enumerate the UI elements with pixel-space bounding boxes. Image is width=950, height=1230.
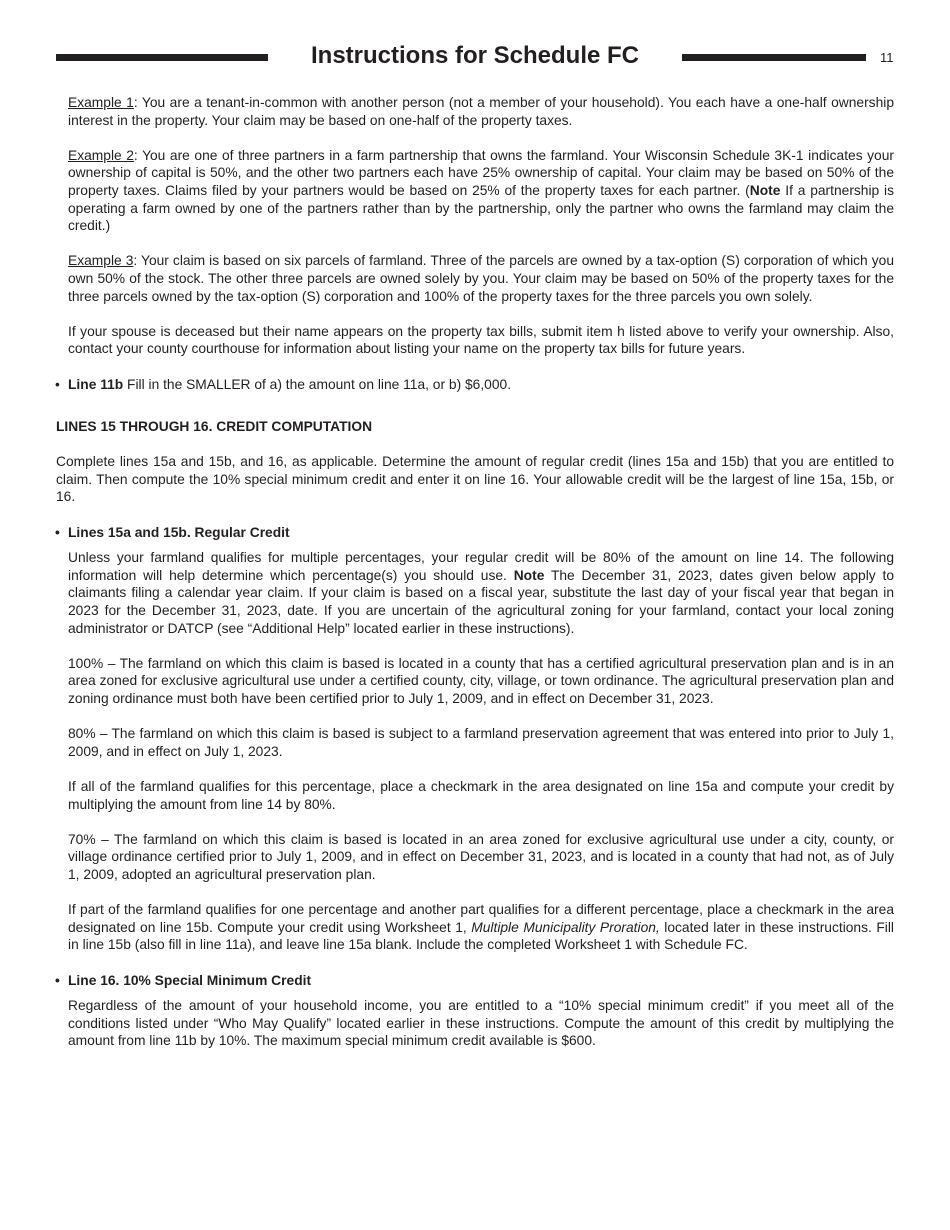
part-farmland-text-a: If part of the farmland qualifies for one percentage and another part qualifies for a different percentage, place a checkmark in the area designated on line 15b. Compute your credit using Worksheet 1,: [68, 902, 894, 935]
example-1-text: : You are a tenant-in-common with another person (not a member of your household). You each have a one-half ownership interest in the property. Your claim may be based on one-half of the property taxes.: [68, 95, 894, 128]
all-farmland-paragraph: If all of the farmland qualifies for this percentage, place a checkmark in the area designated on line 15a and compute your credit by multiplying the amount from line 14 by 80%.: [68, 778, 894, 812]
example-1-label: Example 1: [68, 95, 134, 110]
percent-70-paragraph: 70% – The farmland on which this claim is based is located in an area zoned for exclusive agricultural use under a city, county, or village ordinance certified prior to July 1, 2009, and in effect on December 31, 2023, and is located in a county that had not, as of July 1, 2009, adopted an agricultural preservation plan.: [68, 831, 894, 882]
line-11b-item: [56, 376, 894, 394]
header-rule-right: [682, 54, 866, 61]
example-1-paragraph: [68, 94, 894, 129]
worksheet-title: Multiple Municipality Proration,: [471, 919, 660, 935]
page-title: Instructions for Schedule FC: [310, 42, 640, 69]
line-16-paragraph: Regardless of the amount of your household income, you are entitled to a “10% special minimum credit” if you meet all of the conditions listed under “Who May Qualify” located earlier in these instructions. Compute the amount of this credit by multiplying the amount from line 11b by 10%. The maximum special minimum credit available is $600.: [68, 998, 894, 1049]
page-number: 11: [880, 50, 894, 65]
percent-80-paragraph: 80% – The farmland on which this claim is based is subject to a farmland preservation agreement that was entered into prior to July 1, 2009, and in effect on July 1, 2023.: [68, 726, 894, 759]
bullet-icon: •: [55, 524, 60, 540]
percent-100-paragraph: 100% – The farmland on which this claim is based is located in a county that has a certified agricultural preservation plan and is in an area zoned for exclusive agricultural use under a certified county, city, village, or town ordinance. The agricultural preservation plan and zoning ordinance must both have been certified prior to July 1, 2009, and in effect on December 31, 2023.: [68, 655, 894, 706]
document-body: [56, 94, 894, 1050]
regular-credit-heading: [56, 524, 894, 542]
line-11b-text: Fill in the SMALLER of a) the amount on line 11a, or b) $6,000.: [123, 376, 512, 392]
section-intro: Complete lines 15a and 15b, and 16, as applicable. Determine the amount of regular credit (lines 15a and 15b) that you are entitled to claim. Then compute the 10% special minimum credit and enter it on line 16. Your allowable credit will be the largest of line 15a, 15b, or 16.: [56, 454, 894, 505]
part-farmland-text-b: located later in these instructions. Fill in line 15b (also fill in line 11a), and leave line 15a blank. Include the completed Worksheet 1 with Schedule FC.: [68, 919, 894, 953]
line-16-heading: [56, 972, 894, 990]
example-3-label: Example 3: [68, 253, 134, 269]
regular-credit-intro: [68, 549, 894, 637]
spouse-paragraph: If your spouse is deceased but their name appears on the property tax bills, submit item h listed above to verify your ownership. Also, contact your county courthouse for information about listing your name on the property tax bills for future years.: [68, 323, 894, 357]
regular-credit-intro-a: Unless your farmland qualifies for multiple percentages, your regular credit will be 80% of the amount on line 14. The following information will help determine which percentage(s) you should use.: [68, 550, 894, 583]
example-3-paragraph: [68, 252, 894, 305]
example-2-note-label: Note: [749, 182, 781, 198]
page-header: [56, 38, 894, 78]
example-3-text: : Your claim is based on six parcels of farmland. Three of the parcels are owned by a tax-option (S) corporation of which you own 50% of the stock. The other three parcels are owned solely by you. Your claim may be based on 50% of the property taxes for the three parcels owned by the tax-option (S) corporation and 100% of the property taxes for the three parcels you own solely.: [68, 253, 894, 304]
regular-credit-intro-b: The December 31, 2023, dates given below apply to claimants filing a calendar year claim. If your claim is based on a fiscal year, substitute the last day of your fiscal year that began in 2023 for the December 31, 2023, date. If you are uncertain of the agricultural zoning for your farmland, contact your local zoning administrator or DATCP (see “Additional Help” located earlier in these instructions).: [68, 567, 894, 636]
part-farmland-paragraph: [68, 901, 894, 954]
line-11b-label: Line 11b: [68, 376, 124, 392]
regular-credit-heading-text: Lines 15a and 15b. Regular Credit: [68, 524, 290, 540]
example-2-label: Example 2: [68, 147, 134, 163]
bullet-icon: •: [55, 376, 60, 392]
example-2-paragraph: [68, 147, 894, 235]
regular-credit-note-label: Note: [513, 567, 545, 583]
bullet-icon: •: [55, 972, 60, 988]
section-heading: LINES 15 THROUGH 16. CREDIT COMPUTATION: [56, 419, 373, 435]
line-16-heading-text: Line 16. 10% Special Minimum Credit: [68, 972, 312, 988]
example-2-note-text: If a partnership is operating a farm owned by one of the partners rather than by the partnership, only the partner who owns the farmland may claim the credit.): [68, 182, 894, 234]
header-rule-left: [56, 54, 268, 61]
example-2-text: : You are one of three partners in a farm partnership that owns the farmland. Your Wisconsin Schedule 3K-1 indicates your ownership of capital is 50%, and the other two partners each have 25% ownership of capital. Your claim may be based on 50% of the property taxes. Claims filed by your partners would be based on 25% of the property taxes for each partner. (: [68, 147, 894, 198]
